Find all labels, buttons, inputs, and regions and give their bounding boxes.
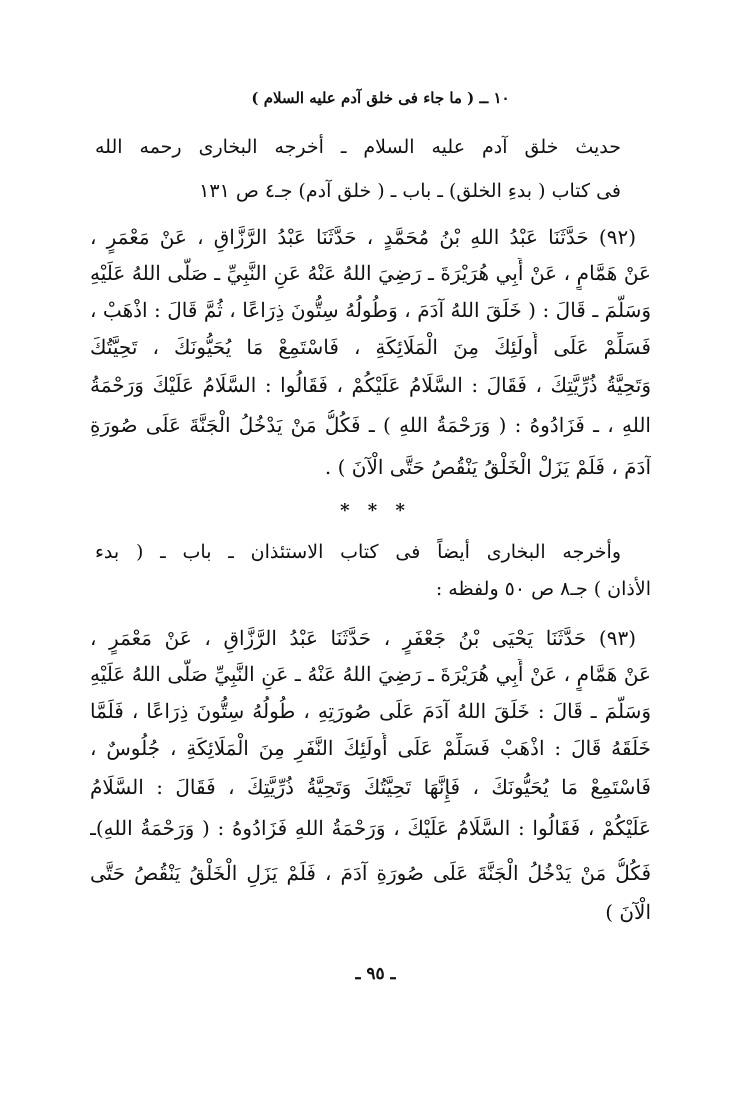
transition-line-1: وأخرجه البخارى أيضاً فى كتاب الاستئذان ـ باب ـ ( بدء (95, 541, 621, 563)
hadith-93-line-2: عَنْ هَمَّامٍ ، عَنْ أَبِي هُرَيْرَةَ ـ رَضِيَ اللهُ عَنْهُ ـ عَنِ النَّبِيِّ صَلَّى اللهُ عَلَيْهِ (90, 662, 651, 686)
page-number: ـ ٩٥ ـ (355, 964, 396, 984)
intro-line-1: حديث خلق آدم عليه السلام ـ أخرجه البخارى رحمه الله (95, 136, 621, 158)
hadith-93-line-4: خَلَقَهُ قَالَ : اذْهَبْ فَسَلِّمْ عَلَى أُولَئِكَ النَّفَرِ مِنَ الْمَلَائِكَةِ ، جُلُوسٌ ، (90, 736, 651, 760)
hadith-92-line-3: وَسَلَّمَ ـ قَالَ : ( خَلَقَ اللهُ آدَمَ ، وَطُولُهُ سِتُّونَ ذِرَاعًا ، ثُمَّ قَالَ : اذْهَبْ ، (90, 298, 651, 322)
section-separator: * * * (340, 500, 411, 521)
hadith-92-line-7: آدَمَ ، فَلَمْ يَزَلْ الْخَلْقُ يَنْقُصُ حَتَّى الْآنَ ) . (324, 455, 651, 479)
hadith-93-line-3: وَسَلَّمَ ـ قَالَ : خَلَقَ اللهُ آدَمَ عَلَى صُورَتِهِ ، طُولُهُ سِتُّونَ ذِرَاعًا ، فَلَمَّا (90, 699, 651, 723)
intro-line-2: فى كتاب ( بدءِ الخلق) ـ باب ـ ( خلق آدم) جـ٤ ص ١٣١ (199, 180, 621, 202)
hadith-93-line-1: (٩٣) حَدَّثَنَا يَحْيَى بْنُ جَعْفَرٍ ، حَدَّثَنَا عَبْدُ الرَّزَّاقِ ، عَنْ مَعْمَرٍ ، (90, 626, 636, 650)
hadith-93-line-7: فَكُلُّ مَنْ يَدْخُلُ الْجَنَّةَ عَلَى صُورَةِ آدَمَ ، فَلَمْ يَزَلِ الْخَلْقُ يَنْقُصُ حَتَّى (90, 861, 651, 885)
hadith-93-line-8: الْآنَ ) (605, 900, 651, 924)
hadith-92-line-4: فَسَلِّمْ عَلَى أُولَئِكَ مِنَ الْمَلَائِكَةِ ، فَاسْتَمِعْ مَا يُحَيُّونَكَ ، تَحِيَّتُكَ (90, 335, 651, 359)
transition-line-2: الأذان ) جـ٨ ص ٥٠ ولفظه : (435, 578, 651, 600)
chapter-header: ١٠ ــ ( ما جاء فى خلق آدم عليه السلام ) (251, 89, 510, 107)
hadith-92-line-5: وَتَحِيَّةُ ذُرِّيَّتِكَ ، فَقَالَ : السَّلَامُ عَلَيْكُمْ ، فَقَالُوا : السَّلَامُ عَلَيْكَ وَرَحْمَةُ (90, 373, 651, 397)
hadith-92-line-2: عَنْ هَمَّامٍ ، عَنْ أَبِي هُرَيْرَةَ ـ رَضِيَ اللهُ عَنْهُ عَنِ النَّبِيِّ ـ صَلَّى اللهُ عَلَيْهِ (90, 261, 651, 285)
hadith-92-line-1: (٩٢) حَدَّثَنَا عَبْدُ اللهِ بْنُ مُحَمَّدٍ ، حَدَّثَنَا عَبْدُ الرَّزَّاقِ ، عَنْ مَعْمَرٍ ، (90, 225, 636, 249)
hadith-93-line-5: فَاسْتَمِعْ مَا يُحَيُّونَكَ ، فَإِنَّهَا تَحِيَّتُكَ وَتَحِيَّةُ ذُرِّيَّتِكَ ، فَقَالَ : السَّلَامُ (90, 775, 651, 799)
hadith-92-line-6: اللهِ ، ـ فَزَادُوهُ : ( وَرَحْمَةُ اللهِ ) ـ فَكُلُّ مَنْ يَدْخُلُ الْجَنَّةَ عَلَى صُورَةِ (90, 413, 651, 437)
hadith-93-line-6: عَلَيْكُمْ ، فَقَالُوا : السَّلَامُ عَلَيْكَ ، وَرَحْمَةُ اللهِ فَزَادُوهُ : ( وَرَحْمَةُ اللهِ)ـ (90, 816, 651, 840)
